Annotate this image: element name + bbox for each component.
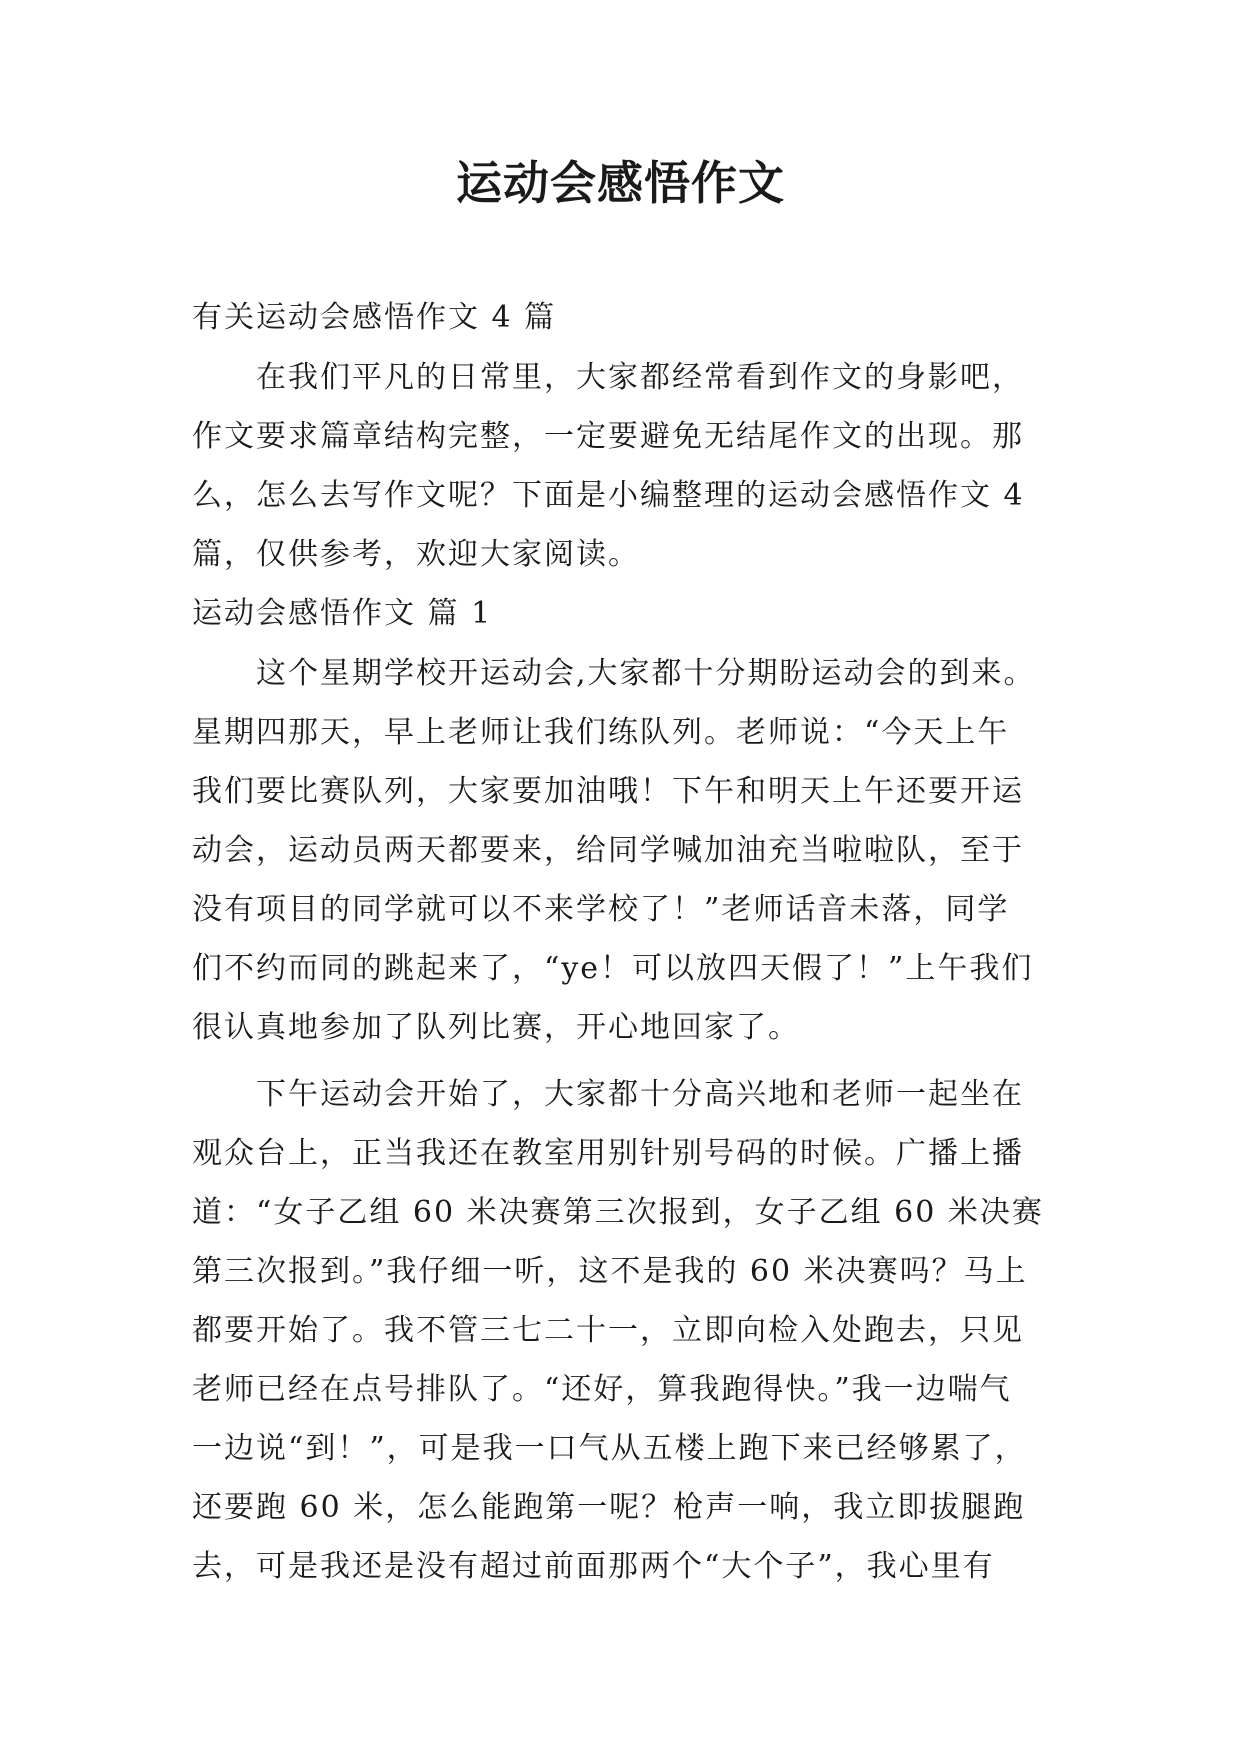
paragraph-line: 这个星期学校开运动会,大家都十分期盼运动会的到来。 [256,656,1036,691]
paragraph-line: 道：“女子乙组 60 米决赛第三次报到，女子乙组 60 米决赛 [192,1195,1044,1230]
paragraph-line: 我们要比赛队列，大家要加油哦！下午和明天上午还要开运 [192,774,1024,809]
document-body [192,288,1052,1596]
paragraph-line: 篇，仅供参考，欢迎大家阅读。 [192,537,640,572]
paragraph-line: 没有项目的同学就可以不来学校了！”老师话音未落，同学 [192,892,1010,927]
section-heading: 运动会感悟作文 篇 1 [192,596,493,631]
paragraph-spacer [192,1057,1052,1065]
subheading: 有关运动会感悟作文 4 篇 [192,300,557,335]
paragraph-line: 么，怎么去写作文呢？下面是小编整理的运动会感悟作文 4 [192,478,1025,513]
paragraph-line: 第三次报到。”我仔细一听，这不是我的 60 米决赛吗？马上 [192,1254,1028,1289]
paragraph-line: 星期四那天，早上老师让我们练队列。老师说：“今天上午 [192,715,1010,750]
paragraph-line: 们不约而同的跳起来了，“ye！可以放四天假了！”上午我们 [192,951,1034,986]
paragraph-line: 作文要求篇章结构完整，一定要避免无结尾作文的出现。那 [192,419,1024,454]
paragraph-1 [192,644,1052,1057]
document-title: 运动会感悟作文 [456,156,785,210]
paragraph-line: 一边说“到！”，可是我一口气从五楼上跑下来已经够累了， [192,1431,1027,1466]
paragraph-line: 很认真地参加了队列比赛，开心地回家了。 [192,1010,800,1045]
paragraph-line: 观众台上，正当我还在教室用别针别号码的时候。广播上播 [192,1136,1024,1171]
paragraph-line: 还要跑 60 米，怎么能跑第一呢？枪声一响，我立即拔腿跑 [192,1490,1026,1525]
paragraph-line: 下午运动会开始了，大家都十分高兴地和老师一起坐在 [256,1077,1024,1112]
paragraph-2 [192,1065,1052,1596]
paragraph-line: 老师已经在点号排队了。“还好，算我跑得快。”我一边喘气 [192,1372,1012,1407]
paragraph-line: 去，可是我还是没有超过前面那两个“大个子”，我心里有 [192,1549,995,1584]
paragraph-line: 在我们平凡的日常里，大家都经常看到作文的身影吧， [256,360,1024,395]
paragraph-line: 动会，运动员两天都要来，给同学喊加油充当啦啦队，至于 [192,833,1024,868]
intro-paragraph [192,348,1052,584]
paragraph-line: 都要开始了。我不管三七二十一，立即向检入处跑去，只见 [192,1313,1024,1348]
